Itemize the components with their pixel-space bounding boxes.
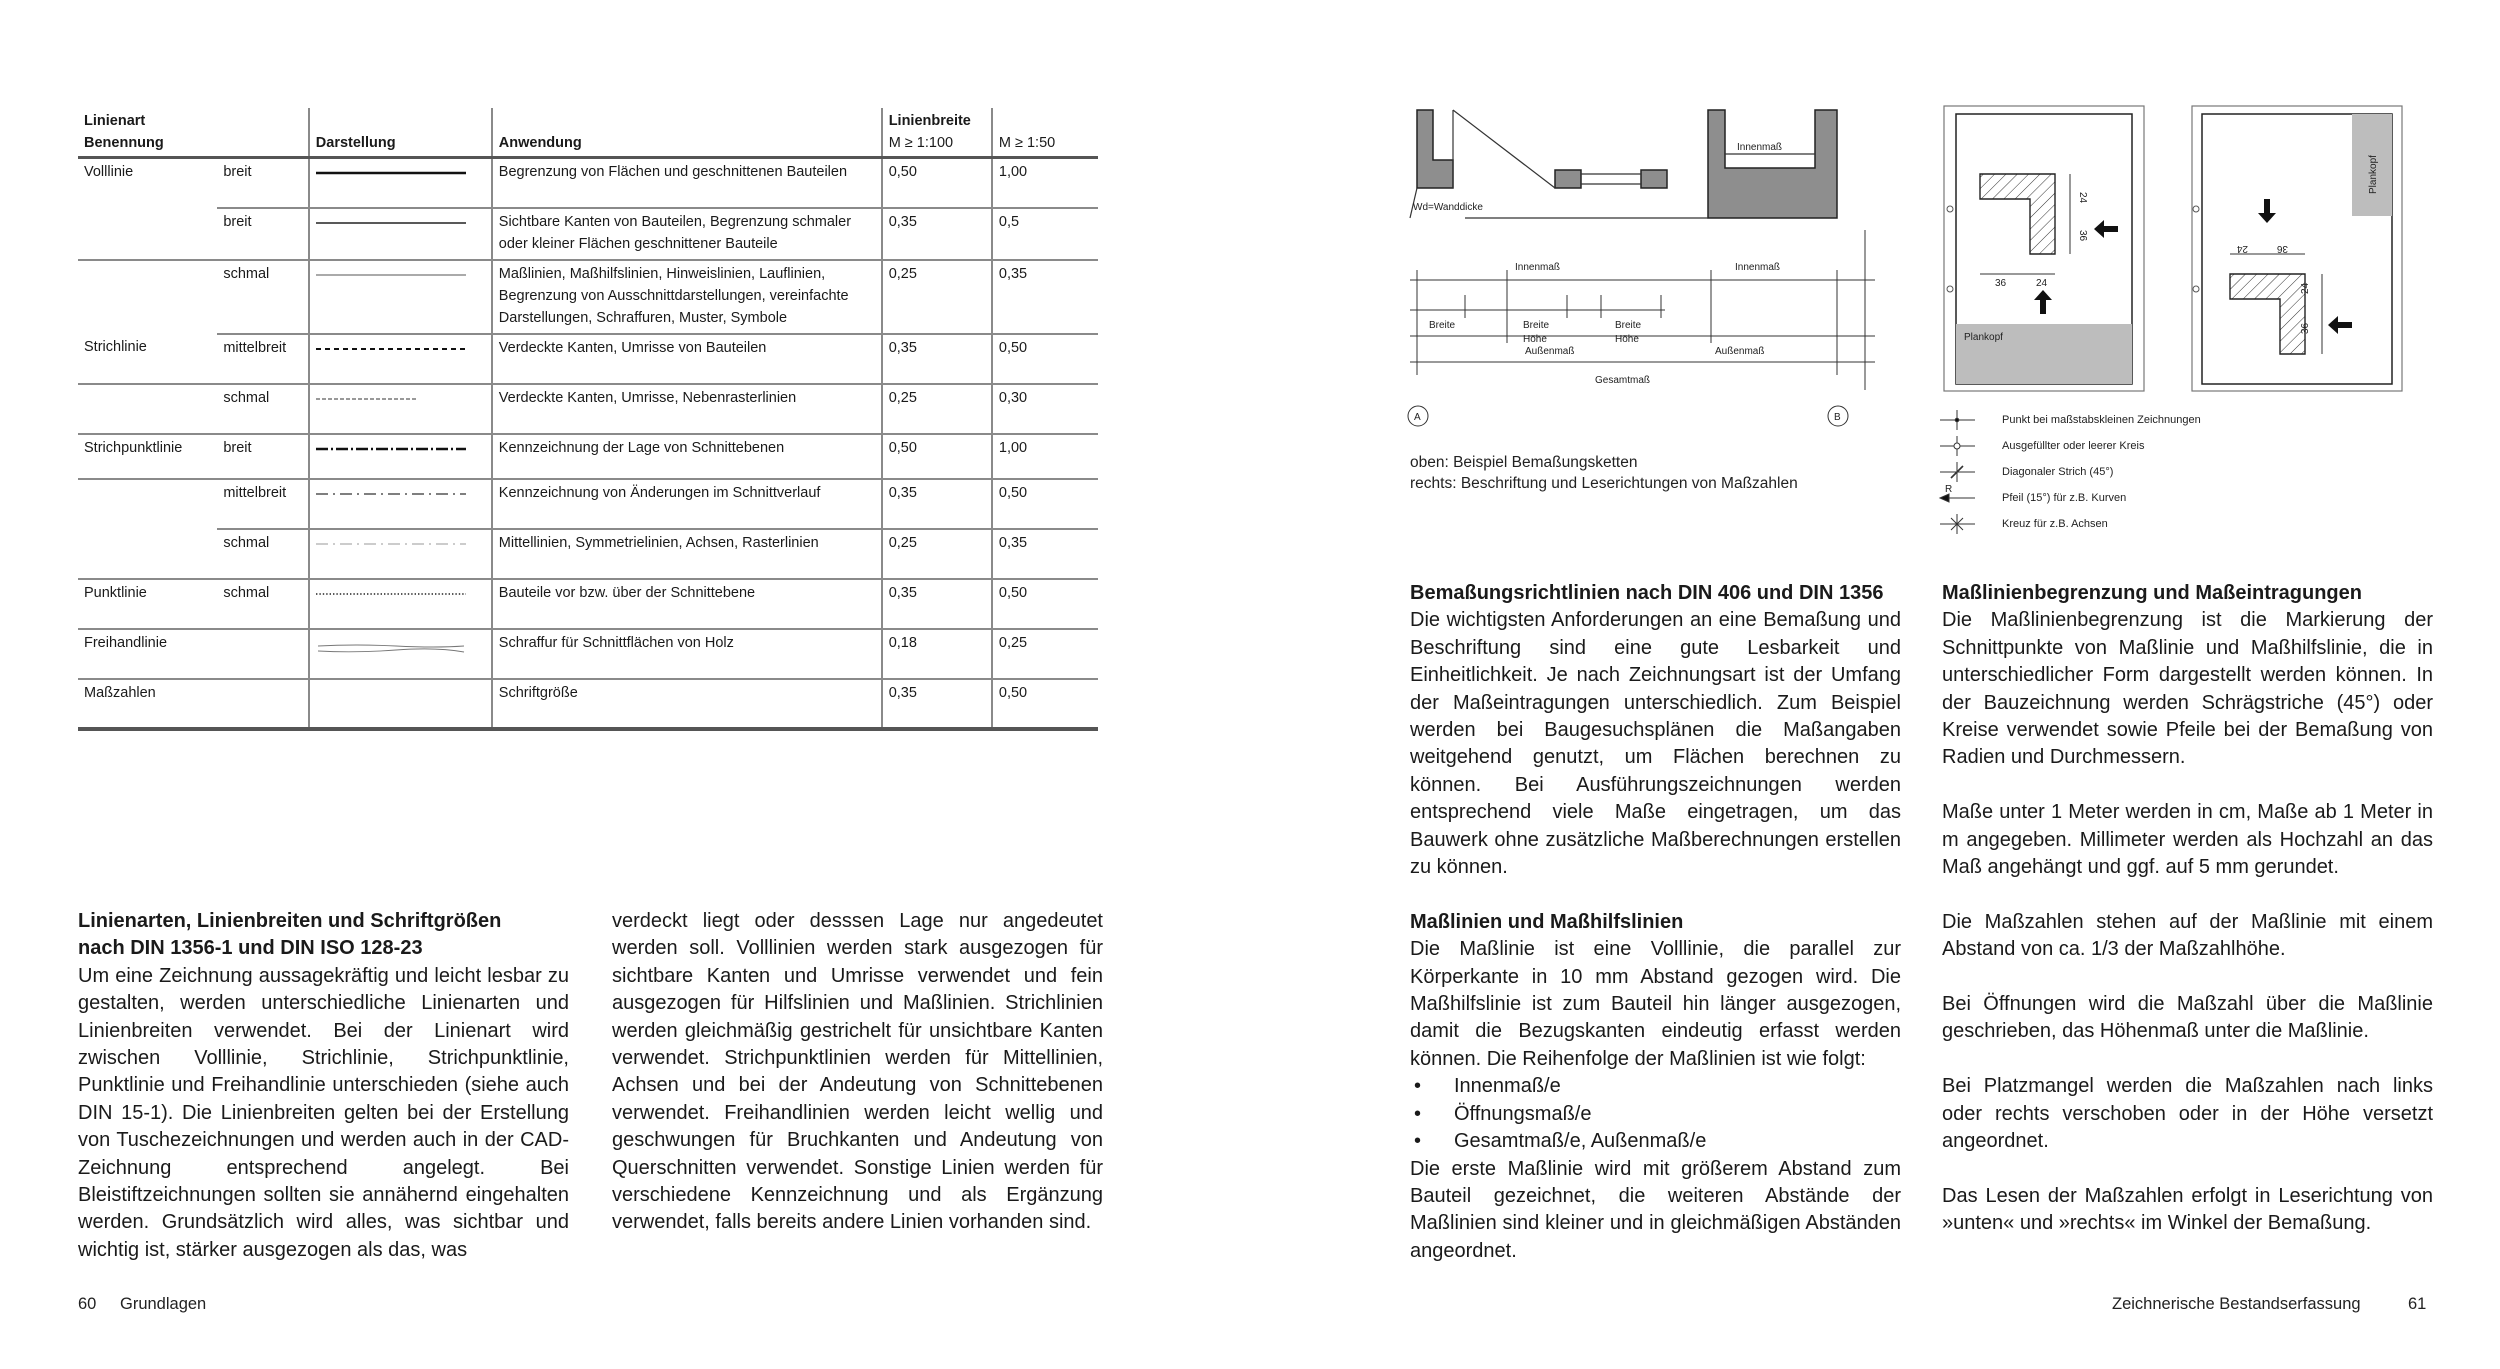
cell-anwendung: Kennzeichnung der Lage von Schnittebenen	[492, 434, 882, 479]
cell-art: Freihandlinie	[78, 629, 217, 679]
label-aussenmass-2: Außenmaß	[1715, 346, 1765, 357]
reading-direction-sheets	[1940, 104, 2410, 394]
cell-m100: 0,35	[882, 208, 992, 260]
cell-anwendung: Begrenzung von Flächen und geschnittenen Bauteilen	[492, 158, 882, 208]
label-dim-36-a: 36	[1995, 278, 2007, 289]
label-dim-24-c: 24	[2236, 243, 2248, 254]
window-opening-line	[1453, 110, 1555, 188]
sample-dashed-thin	[316, 396, 466, 402]
list-item: • Innenmaß/e	[1414, 1075, 1561, 1098]
label-axis-b: B	[1834, 412, 1841, 423]
cell-anwendung: Kennzeichnung von Änderungen im Schnittverlauf	[492, 479, 882, 529]
cell-anwendung: Verdeckte Kanten, Umrisse von Bauteilen	[492, 334, 882, 384]
right-column-1	[1410, 580, 1901, 1265]
cell-m100: 0,25	[882, 384, 992, 434]
right-column-2	[1942, 580, 2433, 1238]
arrow-terminator-icon	[1940, 494, 1949, 502]
cell-anwendung: Bauteile vor bzw. über der Schnittebene	[492, 579, 882, 629]
label-breite-3: Breite	[1615, 320, 1642, 331]
label-hoehe-2: Höhe	[1615, 334, 1639, 345]
paragraph: Die Maßlinie ist eine Volllinie, die parallel zur Körperkante in 10 mm Abstand gezogen wird. Die Maßhilfslinie ist zum Bauteil hin länger ausgezogen, damit die Bezugskanten eindeutig erfasst werden können. Die Reihenfolge der Maßlinien ist wie folgt:	[1410, 938, 1901, 1070]
table-row	[78, 579, 1098, 629]
cell-art	[78, 260, 217, 334]
cell-anwendung: Maßlinien, Maßhilfslinien, Hinweislinien, Lauflinien, Begrenzung von Ausschnittdarstellungen, vereinfachte Darstellungen, Schraffuren, Muster, Symbole	[492, 260, 882, 334]
header-m50: M ≥ 1:50	[992, 108, 1098, 158]
label-legend-r: R	[1945, 484, 1953, 495]
cell-m100: 0,50	[882, 434, 992, 479]
label-axis-a: A	[1414, 412, 1421, 423]
caption-line-2: rechts: Beschriftung und Leserichtungen von Maßzahlen	[1410, 475, 1798, 492]
cell-sample	[309, 208, 492, 260]
cell-sample	[309, 260, 492, 334]
cell-art: Strichpunktlinie	[78, 434, 217, 479]
list-item: • Gesamtmaß/e, Außenmaß/e	[1414, 1130, 1707, 1153]
page-number-left: 60	[78, 1295, 97, 1313]
cell-m100: 0,18	[882, 629, 992, 679]
dimension-chains-diagram	[1405, 100, 1885, 435]
sample-dashed-medium	[316, 346, 466, 352]
paragraph: Maße unter 1 Meter werden in cm, Maße ab 1 Meter in m angegeben. Millimeter werden als Hochzahl an das Maß angehängt und ggf. auf 5 mm gerundet.	[1942, 801, 2433, 879]
cell-sample	[309, 529, 492, 579]
sample-solid-medium	[316, 220, 466, 226]
cell-anwendung: Schraffur für Schnittflächen von Holz	[492, 629, 882, 679]
cell-breite: breit	[217, 208, 308, 260]
label-aussenmass-1: Außenmaß	[1525, 346, 1575, 357]
paragraph: Die erste Maßlinie wird mit größerem Abstand zum Bauteil gezeichnet, die weiteren Abstände der Maßlinien sind kleiner und in gleichmäßigen Abständen angeordnet.	[1410, 1157, 1901, 1262]
table-row	[78, 679, 1098, 729]
cell-breite: schmal	[217, 579, 308, 629]
cell-breite: mittelbreit	[217, 479, 308, 529]
cell-m50: 0,50	[992, 479, 1098, 529]
cell-m100: 0,25	[882, 529, 992, 579]
figure-caption	[1410, 452, 1798, 494]
section-heading: Bemaßungsrichtlinien nach DIN 406 und DIN 1356	[1410, 582, 1884, 604]
wall-section-small	[1555, 170, 1581, 188]
sample-dashdot-medium	[316, 491, 466, 497]
cell-breite: breit	[217, 158, 308, 208]
table-row	[78, 434, 1098, 479]
cell-m50: 0,30	[992, 384, 1098, 434]
label-innenmass-top: Innenmaß	[1737, 142, 1783, 153]
header-linienart: Linienart Benennung	[78, 108, 309, 158]
cell-sample	[309, 384, 492, 434]
header-linienbreite: Linienbreite M ≥ 1:100	[882, 108, 992, 158]
cell-sample	[309, 579, 492, 629]
label-dim-36-d: 36	[2300, 322, 2311, 334]
cell-anwendung: Verdeckte Kanten, Umrisse, Nebenrasterlinien	[492, 384, 882, 434]
sample-solid-thin	[316, 272, 466, 278]
cell-art: Punktlinie	[78, 579, 217, 629]
cell-m50: 0,35	[992, 529, 1098, 579]
running-footer-right: Zeichnerische Bestandserfassung	[2112, 1295, 2361, 1313]
cell-anwendung: Mittellinien, Symmetrielinien, Achsen, Rasterlinien	[492, 529, 882, 579]
cell-sample	[309, 629, 492, 679]
cell-m100: 0,50	[882, 158, 992, 208]
cell-anwendung: Schriftgröße	[492, 679, 882, 729]
cell-m50: 1,00	[992, 158, 1098, 208]
cell-sample	[309, 479, 492, 529]
label-gesamtmass: Gesamtmaß	[1595, 375, 1651, 386]
label-wanddicke: Wd=Wanddicke	[1413, 202, 1483, 213]
label-dim-36-c: 36	[2276, 243, 2288, 254]
section-heading-line2: nach DIN 1356-1 und DIN ISO 128-23	[78, 937, 423, 960]
sample-dashdot-thin	[316, 541, 466, 547]
line-types-table	[78, 108, 1098, 731]
cell-art	[78, 208, 217, 260]
cell-m50: 1,00	[992, 434, 1098, 479]
cell-art	[78, 529, 217, 579]
cell-anwendung: Sichtbare Kanten von Bauteilen, Begrenzung schmaler oder kleiner Flächen geschnittener Bauteile	[492, 208, 882, 260]
cell-breite: schmal	[217, 384, 308, 434]
cell-art	[78, 384, 217, 434]
table-row	[78, 334, 1098, 384]
cell-m50: 0,50	[992, 679, 1098, 729]
section-heading: Maßlinien und Maßhilfslinien	[1410, 910, 1684, 933]
running-footer-left: Grundlagen	[120, 1295, 207, 1313]
list-item: • Öffnungsmaß/e	[1414, 1102, 1592, 1125]
paragraph: Die wichtigsten Anforderungen an eine Bemaßung und Beschriftung sind eine gute Lesbarkeit und Einheitlichkeit. Je nach Zeichnungsart ist der Umfang der Maßeintragungen unterschiedlich. Zum Beispiel werden bei Baugesuchsplänen die Maßangaben weitgehend genutzt, um Flächen berechnen zu können. Bei Ausführungszeichnungen werden entsprechend viele Maße eingetragen, um das Bauwerk ohne zusätzliche Maßberechnungen erstellen zu können.	[1410, 609, 1901, 879]
legend-item: Ausgefüllter oder leerer Kreis	[2002, 440, 2145, 452]
table-row	[78, 629, 1098, 679]
cell-sample	[309, 434, 492, 479]
label-plankopf-left: Plankopf	[1964, 332, 2003, 343]
paragraph: Bei Öffnungen wird die Maßzahl über die Maßlinie geschrieben, das Höhenmaß unter die Maßlinie.	[1942, 993, 2433, 1043]
cell-m50: 0,5	[992, 208, 1098, 260]
cell-breite: mittelbreit	[217, 334, 308, 384]
paragraph: Bei Platzmangel werden die Maßzahlen nach links oder rechts verschoben oder in der Höhe versetzt angeordnet.	[1942, 1075, 2433, 1153]
label-innenmass-right: Innenmaß	[1735, 262, 1781, 273]
paragraph: Die Maßlinienbegrenzung ist die Markierung der Schnittpunkte von Maßlinie und Maßhilfslinie, die in unterschiedlicher Form dargestellt werden können. In der Bauzeichnung werden Schrägstriche (45°) oder Kreise verwendet sowie Pfeile bei der Bemaßung von Radien und Durchmessern.	[1942, 609, 2433, 769]
cell-m100: 0,25	[882, 260, 992, 334]
label-dim-24-b: 24	[2077, 192, 2088, 204]
table-row	[78, 529, 1098, 579]
label-hoehe-1: Höhe	[1523, 334, 1547, 345]
caption-line-1: oben: Beispiel Bemaßungsketten	[1410, 454, 1638, 471]
paragraph: Um eine Zeichnung aussagekräftig und leicht lesbar zu gestalten, werden unterschiedliche Linienarten und Linienbreiten verwendet. Bei der Linienart wird zwischen Volllinie, Strichlinie, Strichpunktlinie, Punktlinie und Freihandlinie unterschieden (siehe auch DIN 15-1). Die Linienbreiten gelten bei der Erstellung von Tuschezeichnungen und werden auch in der CAD-Zeichnung entsprechend angelegt. Bei Bleistiftzeichnungen sollten sie annähernd eingehalten werden. Grundsätzlich wird alles, was sichtbar und wichtig ist, stärker ausgezogen als das, was	[78, 964, 569, 1261]
sample-freehand	[316, 641, 466, 657]
label-innenmass: Innenmaß	[1515, 262, 1561, 273]
cell-m50: 0,50	[992, 579, 1098, 629]
cell-m100: 0,35	[882, 479, 992, 529]
cell-breite: schmal	[217, 260, 308, 334]
section-heading: Linienarten, Linienbreiten und Schriftgrößen	[78, 910, 502, 932]
cell-art	[78, 479, 217, 529]
cell-sample	[309, 679, 492, 729]
sample-dotted	[316, 591, 466, 597]
cell-breite	[217, 629, 308, 679]
table-row	[78, 260, 1098, 334]
sample-solid-wide	[316, 170, 466, 176]
table-row	[78, 479, 1098, 529]
legend-item: Pfeil (15°) für z.B. Kurven	[2002, 492, 2127, 504]
label-plankopf-right: Plankopf	[2368, 155, 2379, 194]
legend-item: Punkt bei maßstabskleinen Zeichnungen	[2002, 414, 2201, 426]
header-darstellung: Darstellung	[309, 108, 492, 158]
cell-breite	[217, 679, 308, 729]
cell-m50: 0,50	[992, 334, 1098, 384]
page-number-right: 61	[2408, 1295, 2427, 1313]
legend-item: Kreuz für z.B. Achsen	[2002, 518, 2108, 530]
left-column-2	[612, 908, 1103, 1237]
table-row	[78, 208, 1098, 260]
cell-art: Maßzahlen	[78, 679, 217, 729]
header-anwendung: Anwendung	[492, 108, 882, 158]
sample-dashdot-wide	[316, 446, 466, 452]
cell-sample	[309, 334, 492, 384]
label-breite-1: Breite	[1429, 320, 1456, 331]
cell-m50: 0,25	[992, 629, 1098, 679]
paragraph: Die Maßzahlen stehen auf der Maßlinie mit einem Abstand von ca. 1/3 der Maßzahlhöhe.	[1942, 910, 2433, 961]
circle-terminator-icon	[1954, 443, 1960, 449]
cell-m50: 0,35	[992, 260, 1098, 334]
cell-breite: breit	[217, 434, 308, 479]
wall-section-right	[1708, 110, 1837, 218]
legend-item: Diagonaler Strich (45°)	[2002, 466, 2114, 478]
wall-section-left	[1417, 110, 1453, 188]
cell-m100: 0,35	[882, 334, 992, 384]
cell-art: Strichlinie	[78, 334, 217, 384]
paragraph: Das Lesen der Maßzahlen erfolgt in Leserichtung von »unten« und »rechts« im Winkel der Bemaßung.	[1942, 1184, 2433, 1235]
table-header-row	[78, 108, 1098, 158]
label-dim-36-b: 36	[2077, 230, 2088, 242]
wall-section-small-2	[1641, 170, 1667, 188]
label-dim-24-a: 24	[2036, 278, 2048, 289]
cell-m100: 0,35	[882, 679, 992, 729]
cell-sample	[309, 158, 492, 208]
table-row	[78, 384, 1098, 434]
label-breite-2: Breite	[1523, 320, 1550, 331]
paragraph: verdeckt liegt oder desssen Lage nur angedeutet werden soll. Volllinien werden stark ausgezogen für sichtbare Kanten und Umrisse verwendet und fein ausgezogen für Hilfslinien und Maßlinien. Strichlinien werden gleichmäßig gestrichelt für unsichtbare Kanten verwendet. Strichpunktlinien werden für Mittellinien, Achsen und bei der Andeutung von Schnittebenen verwendet. Freihandlinien werden leicht wellig und geschwungen für Bruchkanten und Andeutung von Querschnitten verwendet. Sonstige Linien werden für verschiedene Kennzeichnung und als Ergänzung verwendet, falls bereits andere Linien vorhanden sind.	[612, 910, 1103, 1234]
cell-m100: 0,35	[882, 579, 992, 629]
left-column-1	[78, 908, 569, 1264]
section-heading: Maßlinienbegrenzung und Maßeintragungen	[1942, 582, 2362, 604]
cell-art: Volllinie	[84, 164, 134, 180]
cell-breite: schmal	[217, 529, 308, 579]
dot-terminator-icon	[1955, 418, 1959, 422]
table-row	[78, 158, 1098, 208]
label-dim-24-d: 24	[2300, 282, 2311, 294]
